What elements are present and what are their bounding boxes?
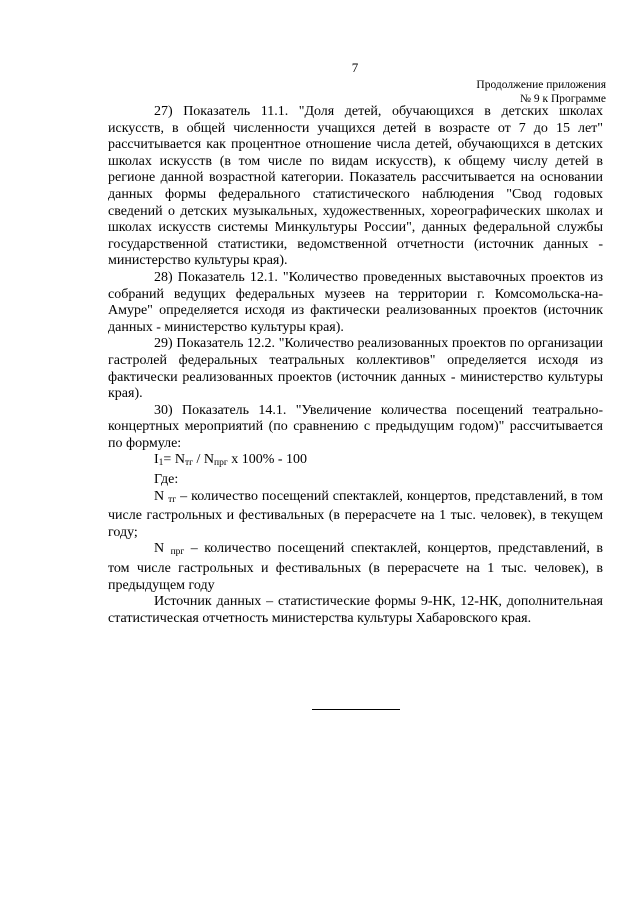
definition-n-previous-symbol: N — [154, 541, 171, 557]
definition-n-previous-subscript: прг — [170, 547, 185, 558]
definition-n-current-text: – количество посещений спектаклей, концертов, представлений, в том числе гастрольных и фестивальных (в перерасчете на 1 тыс. человек), в текущем году; — [108, 488, 603, 540]
formula — [108, 452, 603, 472]
appendix-header — [446, 78, 606, 106]
paragraph-30: 30) Показатель 14.1. "Увеличение количества посещений театрально-концертных мероприятий (по сравнению с предыдущим годом)" рассчитывается по формуле: — [108, 402, 603, 451]
appendix-header-line-2: № 9 к Программе — [520, 93, 606, 105]
formula-i: I — [154, 452, 159, 468]
definition-n-previous — [108, 541, 603, 594]
where-label: Где: — [154, 472, 179, 488]
page-number: 7 — [351, 60, 359, 75]
document-body — [108, 104, 603, 627]
definition-n-current-subscript: тг — [168, 494, 177, 505]
formula-tail: x 100% - 100 — [227, 452, 308, 468]
paragraph-29: 29) Показатель 12.2. "Количество реализованных проектов по организации гастролей федеральных театральных коллективов" определяется исходя из фактически реализованных проектов (источник данных - министерство культуры края). — [108, 336, 603, 402]
formula-mid: / N — [193, 452, 214, 468]
data-source-paragraph: Источник данных – статистические формы 9-НК, 12-НК, дополнительная статистическая отчетность министерства культуры Хабаровского края. — [108, 594, 603, 626]
formula-n-current-subscript: тг — [184, 458, 193, 469]
formula-i-subscript: 1 — [158, 458, 164, 469]
definition-n-previous-text: – количество посещений спектаклей, концертов, представлений, в том числе гастрольных и фестивальных (в перерасчете на 1 тыс. человек), в предыдущем году — [108, 541, 603, 593]
definition-n-current — [108, 489, 603, 542]
definition-n-current-symbol: N — [154, 488, 169, 504]
formula-eq: = N — [163, 452, 185, 468]
closing-rule — [312, 709, 400, 710]
paragraph-28: 28) Показатель 12.1. "Количество проведенных выставочных проектов из собраний ведущих федеральных музеев на территории г. Комсомольска-на-Амуре" определяется исходя из фактически реализованных проектов (источник данных - министерство культуры края). — [108, 269, 603, 335]
formula-n-previous-subscript: прг — [214, 458, 228, 469]
appendix-header-line-1: Продолжение приложения — [476, 79, 606, 91]
paragraph-27: 27) Показатель 11.1. "Доля детей, обучающихся в детских школах искусств, в общей численности учащихся детей в возрасте от 7 до 15 лет" рассчитывается как процентное отношение числа детей, обучающихся в детских школах искусств (в том числе по видам искусств), к общему числу детей в регионе данной возрастной категории. Показатель рассчитывается на основании данных формы федерального статистического наблюдения "Свод годовых сведений о детских музыкальных, художественных, хореографических школах и школах искусств системы Минкультуры России", данных федеральной службы государственной статистики, ведомственной отчетности (источник данных - министерство культуры края). — [108, 104, 603, 269]
